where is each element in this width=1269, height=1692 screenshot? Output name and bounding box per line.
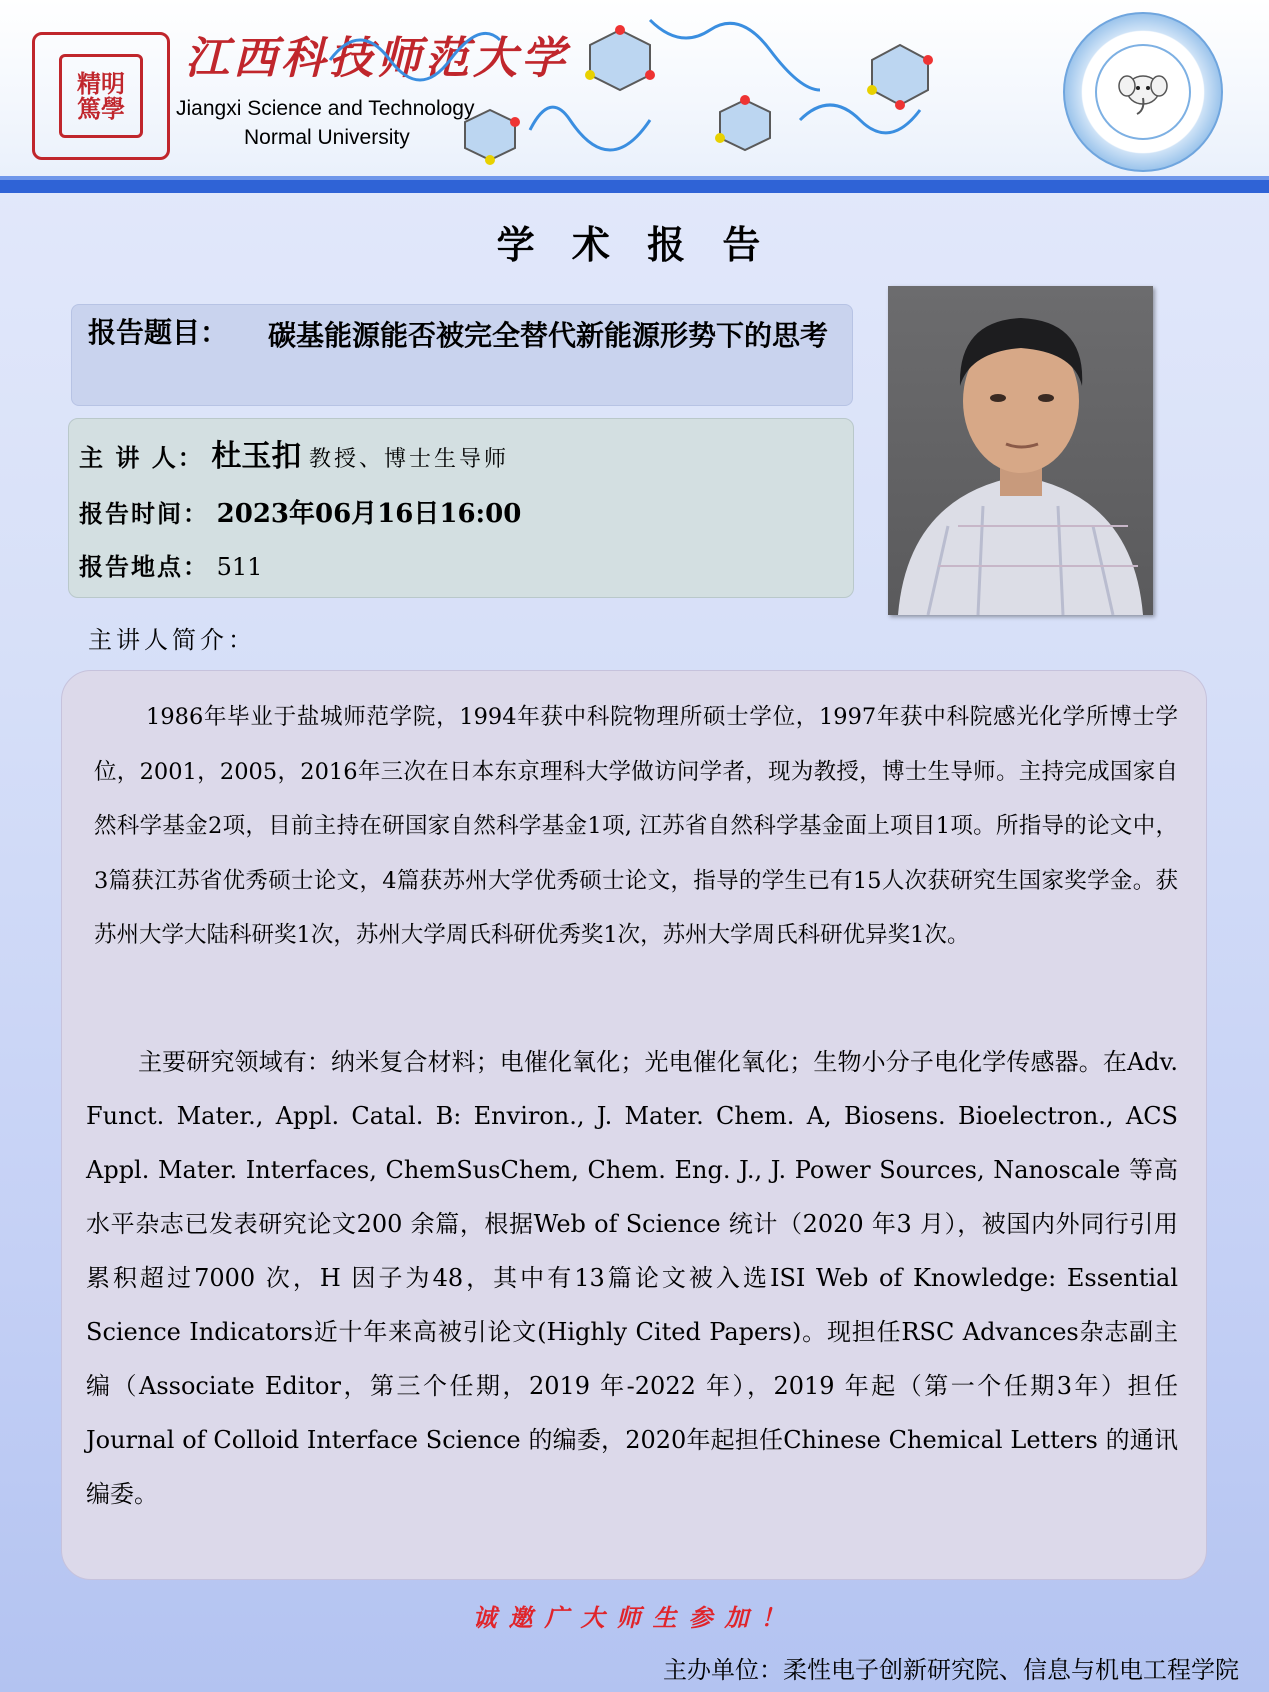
topic-box <box>71 304 853 406</box>
banner-stripe <box>0 180 1269 193</box>
header-banner <box>0 0 1269 180</box>
bio-paragraph-1: 1986年毕业于盐城师范学院，1994年获中科院物理所硕士学位，1997年获中科院感光化学所博士学位，2001，2005，2016年三次在日本东京理科大学做访问学者，现为教授，博士生导师。主持完成国家自然科学基金2项，目前主持在研国家自然科学基金1项, 江苏省自然科学基金面上项目1项。所指导的论文中，3篇获江苏省优秀硕士论文，4篇获苏州大学优秀硕士论文，指导的学生已有15人次获研究生国家奖学金。获苏州大学大陆科研奖1次，苏州大学周氏科研优秀奖1次，苏州大学周氏科研优异奖1次。 <box>94 704 1178 948</box>
speaker-name: 杜玉扣 <box>211 439 302 474</box>
bio-paragraph-2: 主要研究领域有：纳米复合材料；电催化氧化；光电催化氧化；生物小分子电化学传感器。在Adv. Funct. Mater., Appl. Catal. B: Environ., J. Mater. Chem. A, Biosens. Bioelectron., ACS Appl. Mater. Interfaces, ChemSusChem, Chem. Eng. J., J. Power Sources, Nanoscale 等高水平杂志已发表研究论文200 余篇，根据Web of Science 统计（2020 年3 月），被国内外同行引用累积超过7000 次，H 因子为48，其中有13篇论文被入选ISI Web of Knowledge: Essential Science Indicators近十年来高被引论文(Highly Cited Papers)。现担任RSC Advances杂志副主编（Associate Editor，第三个任期，2019 年-2022 年），2019 年起（第一个任期3年）担任Journal of Colloid Interface Science 的编委，2020年起担任Chinese Chemical Letters 的通讯编委。 <box>86 1048 1178 1508</box>
time-row <box>79 493 521 530</box>
research-group-logo <box>1063 12 1223 172</box>
university-seal-logo <box>32 32 170 160</box>
speaker-row <box>79 431 509 475</box>
time-label: 报告时间： <box>79 499 209 528</box>
topic-label: 报告题目： <box>88 316 229 349</box>
speaker-title: 教授、博士生导师 <box>309 447 510 472</box>
location-label: 报告地点： <box>79 552 209 581</box>
university-name-en-line1: Jiangxi Science and Technology <box>176 97 475 120</box>
time-value: 2023年06月16日16:00 <box>216 499 522 529</box>
intro-label: 主讲人简介： <box>88 626 256 654</box>
topic-text: 碳基能源能否被完全替代新能源形势下的思考 <box>268 319 829 352</box>
speaker-photo <box>888 286 1153 615</box>
organizer-text: 主办单位：柔性电子创新研究院、信息与机电工程学院 <box>663 1656 1239 1684</box>
info-box <box>68 418 854 598</box>
university-name-cn: 江西科技师范大学 <box>185 33 569 84</box>
location-value: 511 <box>216 553 263 581</box>
location-row <box>79 547 262 582</box>
seal-text: 精明 篤學 <box>59 54 143 138</box>
invitation-text: 诚邀广大师生参加！ <box>472 1604 797 1632</box>
university-name-en-line2: Normal University <box>244 126 410 149</box>
speaker-label: 主 讲 人： <box>79 443 204 472</box>
elephant-icon <box>1095 44 1191 140</box>
bio-box <box>61 670 1207 1580</box>
page-title: 学 术 报 告 <box>496 223 773 267</box>
